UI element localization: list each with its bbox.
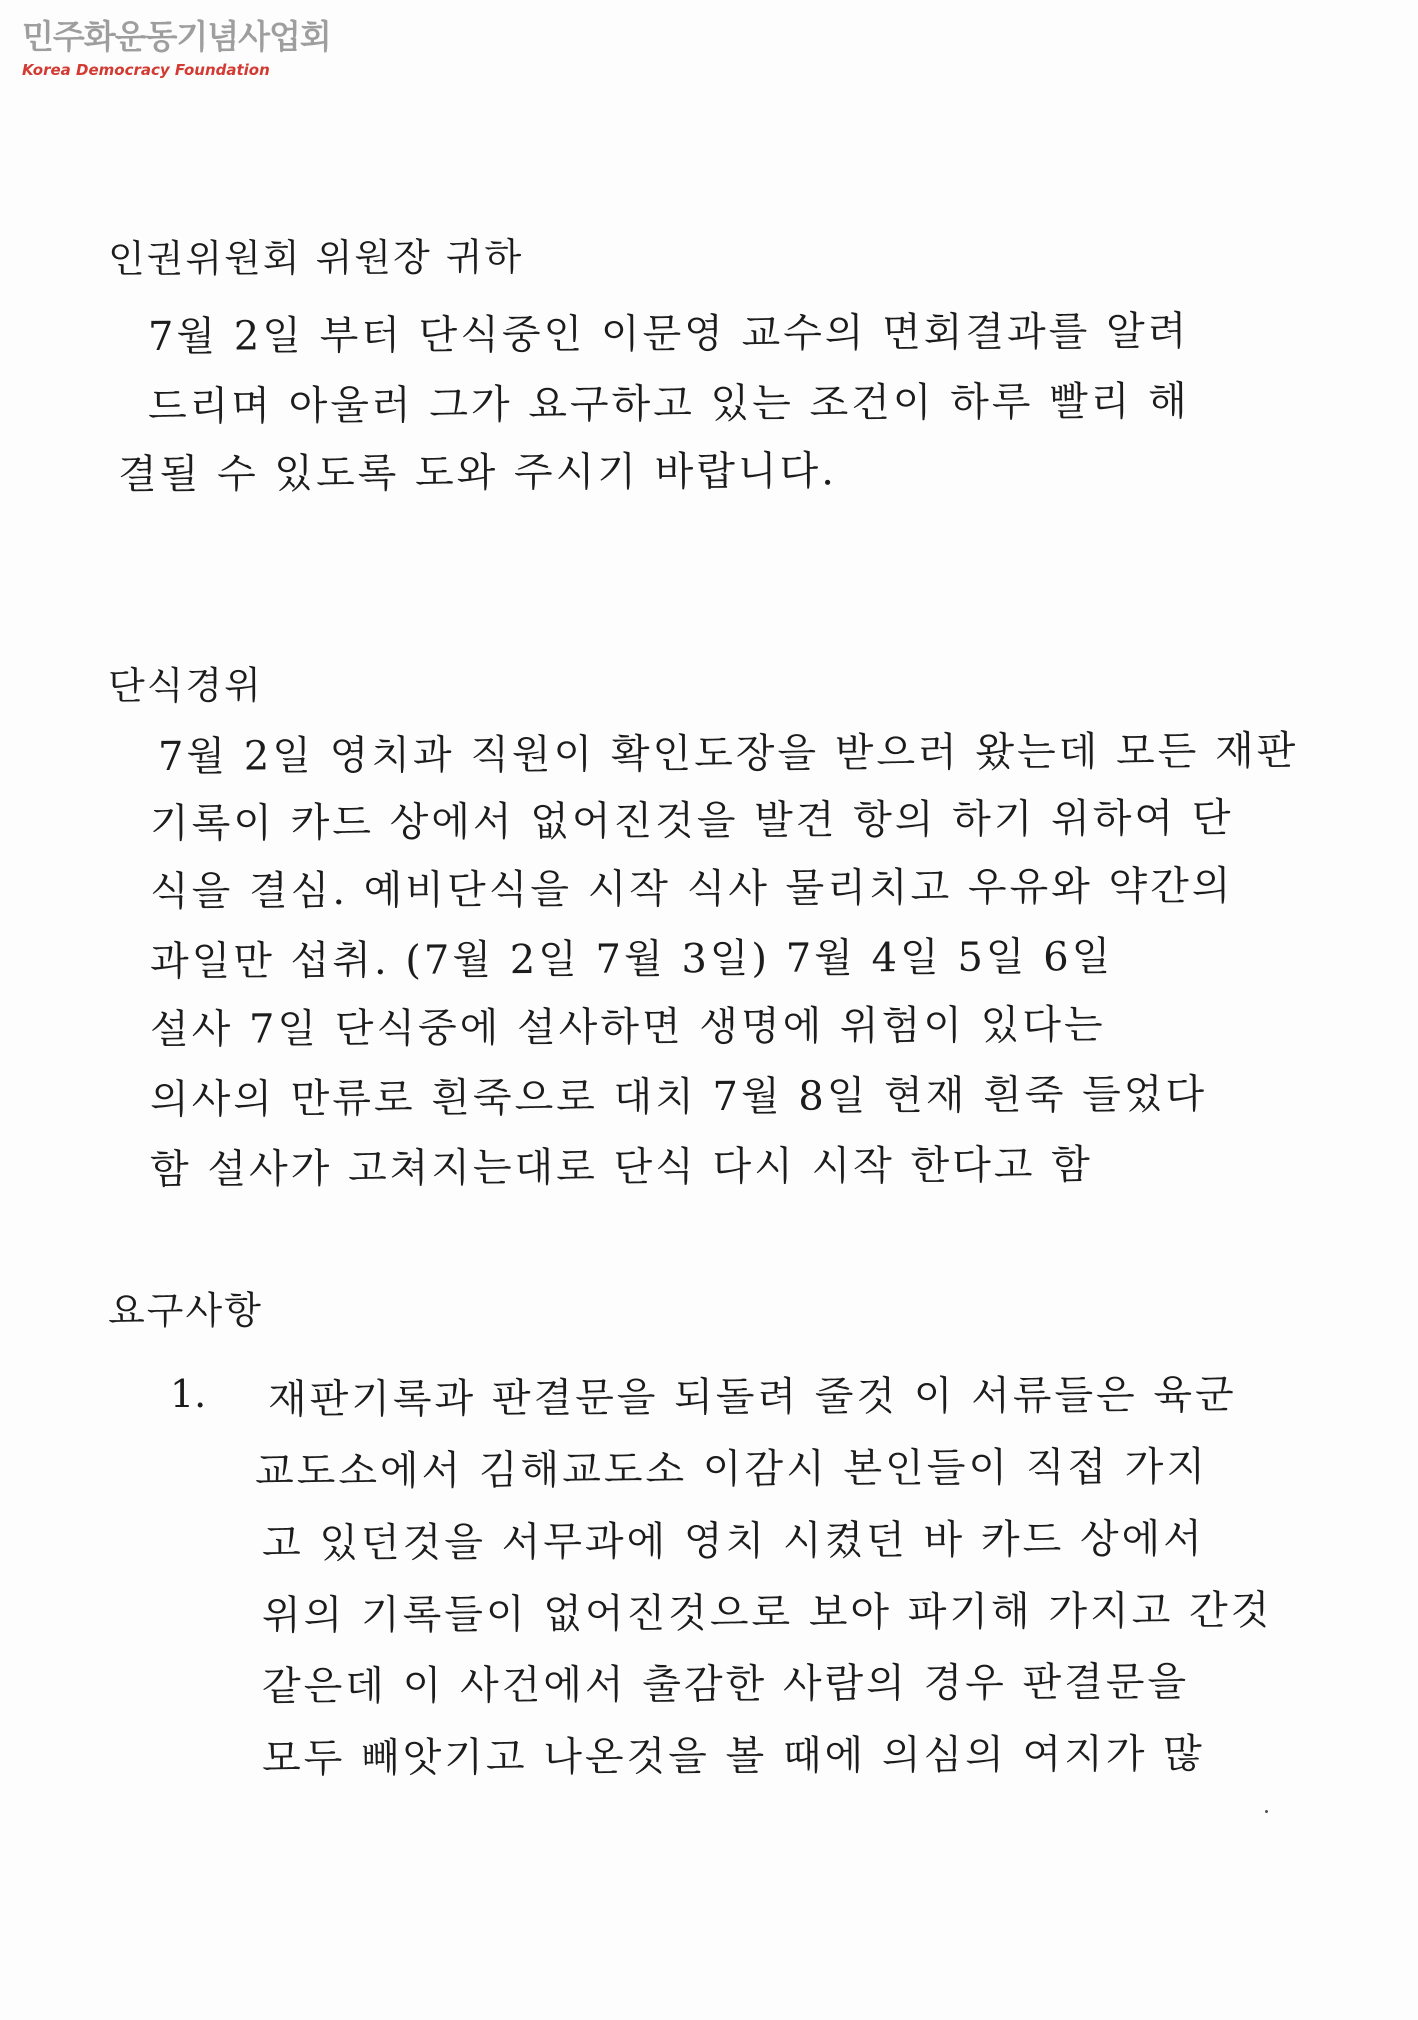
intro-line-3: 결될 수 있도록 도와 주시기 바랍니다. (117, 448, 838, 498)
section1-line-6: 의사의 만류로 흰죽으로 대치 7월 8일 현재 흰죽 들었다 (149, 1071, 1208, 1123)
foundation-logo (22, 18, 362, 80)
section1-line-3: 식을 결심. 예비단식을 시작 식사 물리치고 우유와 약간의 (149, 863, 1234, 915)
salutation: 인권위원회 위원장 귀하 (107, 234, 524, 281)
section1-line-2: 기록이 카드 상에서 없어진것을 발견 항의 하기 위하여 단 (149, 795, 1234, 847)
demand-1-line-2: 교도소에서 김해교도소 이감시 본인들이 직접 가지 (254, 1444, 1209, 1495)
logo-english-text: Korea Democracy Foundation (22, 61, 270, 79)
intro-line-2: 드리며 아울러 그가 요구하고 있는 조건이 하루 빨리 해 (147, 378, 1190, 430)
section-title-hunger-strike: 단식경위 (107, 663, 263, 708)
intro-line-1: 7월 2일 부터 단식중인 이문영 교수의 면회결과를 알려 (147, 308, 1190, 360)
section1-line-5: 설사 7일 단식중에 설사하면 생명에 위험이 있다는 (149, 1001, 1106, 1053)
section-title-demands: 요구사항 (107, 1288, 263, 1333)
demand-1-line-5: 같은데 이 사건에서 출감한 사람의 경우 판결문을 (261, 1659, 1190, 1710)
section1-line-1: 7월 2일 영치과 직원이 확인도장을 받으러 왔는데 모든 재판 (157, 728, 1299, 780)
ink-speck (1265, 1810, 1268, 1813)
demand-1-line-6: 모두 빼앗기고 나온것을 볼 때에 의심의 여지가 많 (261, 1731, 1205, 1782)
logo-korean-text: 민주화운동기념사업회 (22, 17, 331, 56)
demand-1-line-1: 재판기록과 판결문을 되돌려 줄것 이 서류들은 육군 (267, 1371, 1237, 1423)
demand-item-1-number: 1. (170, 1372, 207, 1416)
section1-line-7: 함 설사가 고쳐지는대로 단식 다시 시작 한다고 함 (149, 1142, 1093, 1193)
demand-1-line-4: 위의 기록들이 없어진것으로 보아 파기해 가지고 간것 (261, 1587, 1273, 1639)
demand-1-line-3: 고 있던것을 서무과에 영치 시켰던 바 카드 상에서 (261, 1516, 1205, 1567)
section1-line-4: 과일만 섭취. (7월 2일 7월 3일) 7월 4일 5일 6일 (149, 933, 1114, 985)
